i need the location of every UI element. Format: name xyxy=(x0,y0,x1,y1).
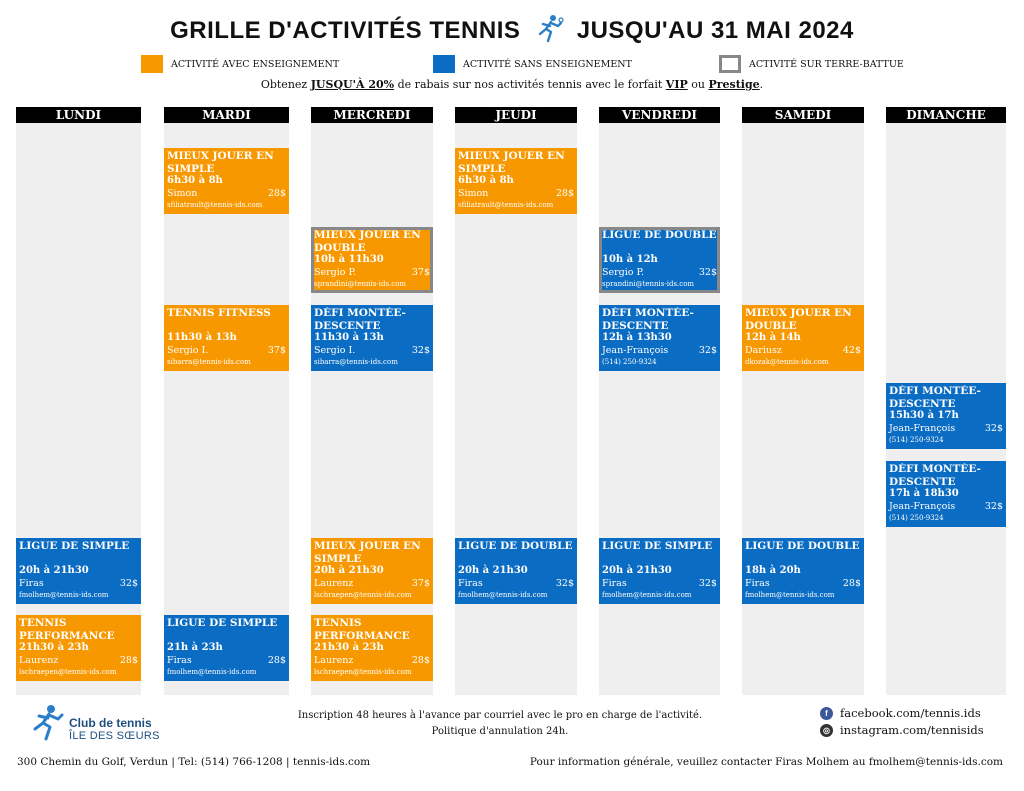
activity-time: 20h à 21h30 xyxy=(602,565,672,576)
activity-title: LIGUE DE SIMPLE xyxy=(602,540,713,552)
activity-pro: Firas xyxy=(745,578,770,589)
column-vendredi xyxy=(599,107,720,695)
activity-contact: lschraepen@tennis-ids.com xyxy=(314,591,412,599)
facebook-link[interactable] xyxy=(820,706,981,720)
activity-card[interactable] xyxy=(16,615,141,681)
activity-card[interactable] xyxy=(164,148,289,214)
activity-title: MIEUX JOUER EN SIMPLE xyxy=(167,150,274,175)
legend-label: ACTIVITÉ SUR TERRE-BATTUE xyxy=(749,58,904,70)
activity-pro: Jean-François xyxy=(889,423,956,434)
activity-title: TENNIS PERFORMANCE xyxy=(314,617,410,642)
activity-price: 37$ xyxy=(411,578,430,589)
activity-price: 32$ xyxy=(698,267,717,278)
activity-contact: fmolhem@tennis-ids.com xyxy=(19,591,109,599)
activity-card[interactable] xyxy=(455,538,577,604)
logo-line1: Club de tennis xyxy=(69,716,152,730)
activity-pro: Jean-François xyxy=(889,501,956,512)
activity-card[interactable] xyxy=(599,538,720,604)
activity-card[interactable] xyxy=(311,538,433,604)
activity-pro: Firas xyxy=(458,578,483,589)
promo-discount: JUSQU'À 20% xyxy=(310,78,395,91)
column-lundi xyxy=(16,107,141,695)
activity-pro: Laurenz xyxy=(19,655,59,666)
instagram-link[interactable] xyxy=(820,723,984,737)
activity-time: 18h à 20h xyxy=(745,565,801,576)
activity-pro: Firas xyxy=(602,578,627,589)
activity-price: 28$ xyxy=(842,578,861,589)
promo-text xyxy=(0,78,1024,91)
promo-prestige: Prestige xyxy=(708,78,760,91)
activity-price: 32$ xyxy=(555,578,574,589)
instagram-icon: ◎ xyxy=(820,724,833,737)
activity-contact: (514) 250-9324 xyxy=(889,436,944,444)
activity-card[interactable] xyxy=(311,227,433,293)
activity-time: 10h à 11h30 xyxy=(314,254,384,265)
activity-price: 32$ xyxy=(411,345,430,356)
activity-pro: Laurenz xyxy=(314,655,354,666)
activity-price: 28$ xyxy=(119,655,138,666)
activity-time: 12h à 14h xyxy=(745,332,801,343)
column-mercredi xyxy=(311,107,433,695)
activity-title: MIEUX JOUER EN DOUBLE xyxy=(314,229,421,254)
registration-notice: Inscription 48 heures à l'avance par courriel avec le pro en charge de l'activité. xyxy=(297,710,703,721)
activity-card[interactable] xyxy=(599,227,720,293)
activity-title: MIEUX JOUER EN SIMPLE xyxy=(314,540,421,565)
day-header-mardi: MARDI xyxy=(164,107,289,123)
activity-pro: Laurenz xyxy=(314,578,354,589)
activity-contact: sfiliatrault@tennis-ids.com xyxy=(167,201,263,209)
activity-contact: fmolhem@tennis-ids.com xyxy=(167,668,257,676)
activity-time: 11h30 à 13h xyxy=(167,332,237,343)
activity-price: 28$ xyxy=(555,188,574,199)
activity-title: LIGUE DE DOUBLE xyxy=(602,229,717,241)
day-header-lundi: LUNDI xyxy=(16,107,141,123)
activity-pro: Sergio P. xyxy=(602,267,645,278)
day-header-samedi: SAMEDI xyxy=(742,107,864,123)
activity-title: TENNIS FITNESS xyxy=(167,307,271,319)
club-address: 300 Chemin du Golf, Verdun | Tel: (514) 766-1208 | tennis-ids.com xyxy=(17,756,371,768)
activity-card[interactable] xyxy=(164,305,289,371)
legend-swatch-gray xyxy=(719,55,741,73)
activity-card[interactable] xyxy=(599,305,720,371)
activity-time: 10h à 12h xyxy=(602,254,658,265)
activity-title: DÉFI MONTÉE-DESCENTE xyxy=(889,385,981,410)
activity-contact: lschraepen@tennis-ids.com xyxy=(314,668,412,676)
activity-contact: fmolhem@tennis-ids.com xyxy=(745,591,835,599)
day-header-dimanche: DIMANCHE xyxy=(886,107,1006,123)
day-header-jeudi: JEUDI xyxy=(455,107,577,123)
activity-time: 20h à 21h30 xyxy=(19,565,89,576)
activity-pro: Sergio I. xyxy=(314,345,356,356)
activity-pro: Sergio P. xyxy=(314,267,357,278)
activity-time: 15h30 à 17h xyxy=(889,410,959,421)
activity-title: MIEUX JOUER EN DOUBLE xyxy=(745,307,852,332)
activity-title: TENNIS PERFORMANCE xyxy=(19,617,115,642)
legend-no-teaching xyxy=(433,55,632,73)
activity-card[interactable] xyxy=(455,148,577,214)
activity-card[interactable] xyxy=(886,461,1006,527)
activity-price: 37$ xyxy=(411,267,430,278)
activity-pro: Dariusz xyxy=(745,345,782,356)
activity-contact: sprandini@tennis-ids.com xyxy=(314,280,407,288)
activity-title: LIGUE DE DOUBLE xyxy=(458,540,573,552)
activity-contact: lschraepen@tennis-ids.com xyxy=(19,668,117,676)
activity-title: DÉFI MONTÉE-DESCENTE xyxy=(602,307,694,332)
title-left: GRILLE D'ACTIVITÉS TENNIS xyxy=(170,17,521,44)
activity-card[interactable] xyxy=(311,615,433,681)
activity-contact: (514) 250-9324 xyxy=(889,514,944,522)
activity-time: 11h30 à 13h xyxy=(314,332,384,343)
instagram-label: instagram.com/tennisids xyxy=(840,723,984,737)
activity-price: 32$ xyxy=(698,578,717,589)
activity-contact: dkozak@tennis-ids.com xyxy=(745,358,829,366)
activity-time: 12h à 13h30 xyxy=(602,332,672,343)
activity-pro: Firas xyxy=(167,655,192,666)
activity-title: MIEUX JOUER EN SIMPLE xyxy=(458,150,565,175)
activity-contact: fmolhem@tennis-ids.com xyxy=(458,591,548,599)
activity-card[interactable] xyxy=(16,538,141,604)
activity-contact: sibarra@tennis-ids.com xyxy=(314,358,398,366)
promo-or: ou xyxy=(687,78,709,91)
promo-mid: de rabais sur nos activités tennis avec le forfait xyxy=(394,78,666,91)
legend-swatch-orange xyxy=(141,55,163,73)
facebook-icon: f xyxy=(820,707,833,720)
activity-pro: Simon xyxy=(458,188,489,199)
activity-price: 28$ xyxy=(411,655,430,666)
promo-pre: Obtenez xyxy=(260,78,311,91)
activity-time: 6h30 à 8h xyxy=(458,175,514,186)
activity-price: 42$ xyxy=(842,345,861,356)
activity-pro: Sergio I. xyxy=(167,345,209,356)
activity-title: LIGUE DE SIMPLE xyxy=(167,617,278,629)
page-title xyxy=(0,14,1024,45)
activity-title: LIGUE DE DOUBLE xyxy=(745,540,860,552)
activity-pro: Simon xyxy=(167,188,198,199)
activity-contact: sibarra@tennis-ids.com xyxy=(167,358,251,366)
activity-time: 6h30 à 8h xyxy=(167,175,223,186)
activity-card[interactable] xyxy=(886,383,1006,449)
activity-contact: sfiliatrault@tennis-ids.com xyxy=(458,201,554,209)
activity-card[interactable] xyxy=(742,305,864,371)
facebook-label: facebook.com/tennis.ids xyxy=(840,706,981,720)
activity-card[interactable] xyxy=(311,305,433,371)
activity-title: LIGUE DE SIMPLE xyxy=(19,540,130,552)
activity-time: 17h à 18h30 xyxy=(889,488,959,499)
day-header-mercredi: MERCREDI xyxy=(311,107,433,123)
legend-label: ACTIVITÉ SANS ENSEIGNEMENT xyxy=(463,58,632,70)
club-logo-icon xyxy=(27,703,67,743)
tennis-player-icon xyxy=(534,14,564,44)
column-samedi xyxy=(742,107,864,695)
activity-price: 32$ xyxy=(119,578,138,589)
activity-price: 32$ xyxy=(984,423,1003,434)
activity-time: 20h à 21h30 xyxy=(458,565,528,576)
logo-line2: ÎLE DES SŒURS xyxy=(69,730,160,742)
general-contact: Pour information générale, veuillez contacter Firas Molhem au fmolhem@tennis-ids.com xyxy=(529,756,1003,768)
activity-contact: fmolhem@tennis-ids.com xyxy=(602,591,692,599)
activity-price: 28$ xyxy=(267,188,286,199)
activity-pro: Jean-François xyxy=(602,345,669,356)
activity-title: DÉFI MONTÉE-DESCENTE xyxy=(889,463,981,488)
activity-time: 21h à 23h xyxy=(167,642,223,653)
legend-clay xyxy=(719,55,904,73)
activity-price: 32$ xyxy=(984,501,1003,512)
title-right: JUSQU'AU 31 MAI 2024 xyxy=(576,17,854,44)
legend-teaching xyxy=(141,55,339,73)
legend-label: ACTIVITÉ AVEC ENSEIGNEMENT xyxy=(171,58,340,70)
activity-time: 21h30 à 23h xyxy=(19,642,89,653)
activity-time: 20h à 21h30 xyxy=(314,565,384,576)
activity-price: 28$ xyxy=(267,655,286,666)
activity-card[interactable] xyxy=(742,538,864,604)
cancellation-policy: Politique d'annulation 24h. xyxy=(431,726,569,737)
activity-time: 21h30 à 23h xyxy=(314,642,384,653)
activity-contact: (514) 250-9324 xyxy=(602,358,657,366)
promo-end: . xyxy=(759,78,764,91)
activity-contact: sprandini@tennis-ids.com xyxy=(602,280,695,288)
activity-title: DÉFI MONTÉE-DESCENTE xyxy=(314,307,406,332)
activity-price: 37$ xyxy=(267,345,286,356)
activity-card[interactable] xyxy=(164,615,289,681)
day-header-vendredi: VENDREDI xyxy=(599,107,720,123)
activity-pro: Firas xyxy=(19,578,44,589)
legend-swatch-blue xyxy=(433,55,455,73)
activity-price: 32$ xyxy=(698,345,717,356)
promo-vip: VIP xyxy=(665,78,688,91)
